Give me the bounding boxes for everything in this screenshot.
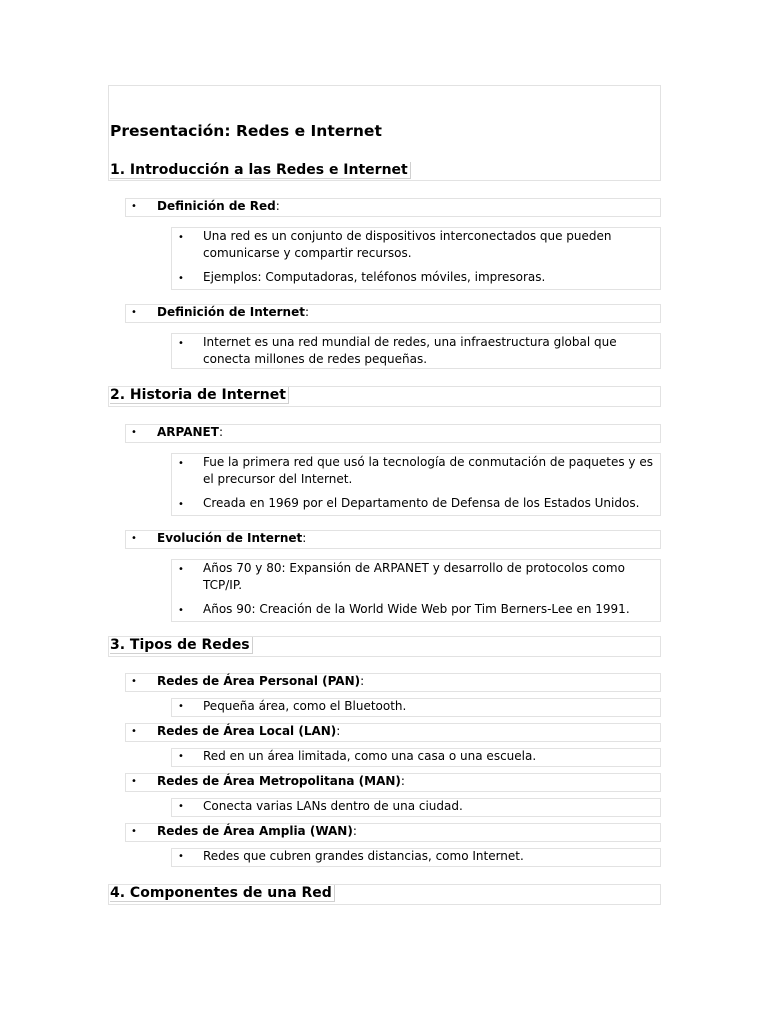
subpoint-text: Pequeña área, como el Bluetooth. <box>203 699 407 713</box>
bullet-term: Redes de Área Local (LAN): <box>157 724 341 738</box>
subpoint-text: Red en un área limitada, como una casa o una escuela. <box>203 749 537 763</box>
bullet-icon: • <box>131 533 137 544</box>
bullet-icon: • <box>178 605 184 616</box>
bullet-icon: • <box>178 499 184 510</box>
subpoint-text: Una red es un conjunto de dispositivos interconectados que pueden comunicarse y compartir recursos. <box>203 229 612 260</box>
bullet-term: Definición de Red: <box>157 199 280 213</box>
section-heading: 1. Introducción a las Redes e Internet <box>110 162 411 179</box>
bullet-icon: • <box>131 201 137 212</box>
section-heading: 3. Tipos de Redes <box>110 637 253 654</box>
bullet-icon: • <box>178 564 184 575</box>
page-title: Presentación: Redes e Internet <box>110 122 382 140</box>
subpoint-text: Años 70 y 80: Expansión de ARPANET y desarrollo de protocolos como TCP/IP. <box>203 561 625 592</box>
bullet-icon: • <box>178 273 184 284</box>
subpoint-text: Creada en 1969 por el Departamento de Defensa de los Estados Unidos. <box>203 496 640 510</box>
section-heading: 4. Componentes de una Red <box>110 885 335 902</box>
bullet-icon: • <box>178 851 184 862</box>
section-heading: 2. Historia de Internet <box>110 387 289 404</box>
bullet-term: Redes de Área Amplia (WAN): <box>157 824 357 838</box>
bullet-icon: • <box>131 676 137 687</box>
bullet-icon: • <box>178 801 184 812</box>
bullet-term: Redes de Área Metropolitana (MAN): <box>157 774 405 788</box>
bullet-icon: • <box>178 701 184 712</box>
subpoint-text: Conecta varias LANs dentro de una ciudad. <box>203 799 463 813</box>
bullet-icon: • <box>178 458 184 469</box>
bullet-icon: • <box>178 338 184 349</box>
bullet-icon: • <box>178 751 184 762</box>
subpoint-text: Internet es una red mundial de redes, una infraestructura global que conecta millones de redes pequeñas. <box>203 335 617 366</box>
bullet-icon: • <box>131 307 137 318</box>
bullet-term: Definición de Internet: <box>157 305 310 319</box>
subpoint-text: Redes que cubren grandes distancias, como Internet. <box>203 849 524 863</box>
subpoint-text: Fue la primera red que usó la tecnología de conmutación de paquetes y es el precursor del Internet. <box>203 455 653 486</box>
subpoint-text: Ejemplos: Computadoras, teléfonos móviles, impresoras. <box>203 270 546 284</box>
bullet-icon: • <box>131 427 137 438</box>
subpoint-text: Años 90: Creación de la World Wide Web por Tim Berners-Lee en 1991. <box>203 602 630 616</box>
bullet-term: Evolución de Internet: <box>157 531 307 545</box>
bullet-icon: • <box>178 232 184 243</box>
bullet-term: ARPANET: <box>157 425 223 439</box>
bullet-icon: • <box>131 826 137 837</box>
bullet-icon: • <box>131 726 137 737</box>
bullet-icon: • <box>131 776 137 787</box>
bullet-term: Redes de Área Personal (PAN): <box>157 674 365 688</box>
